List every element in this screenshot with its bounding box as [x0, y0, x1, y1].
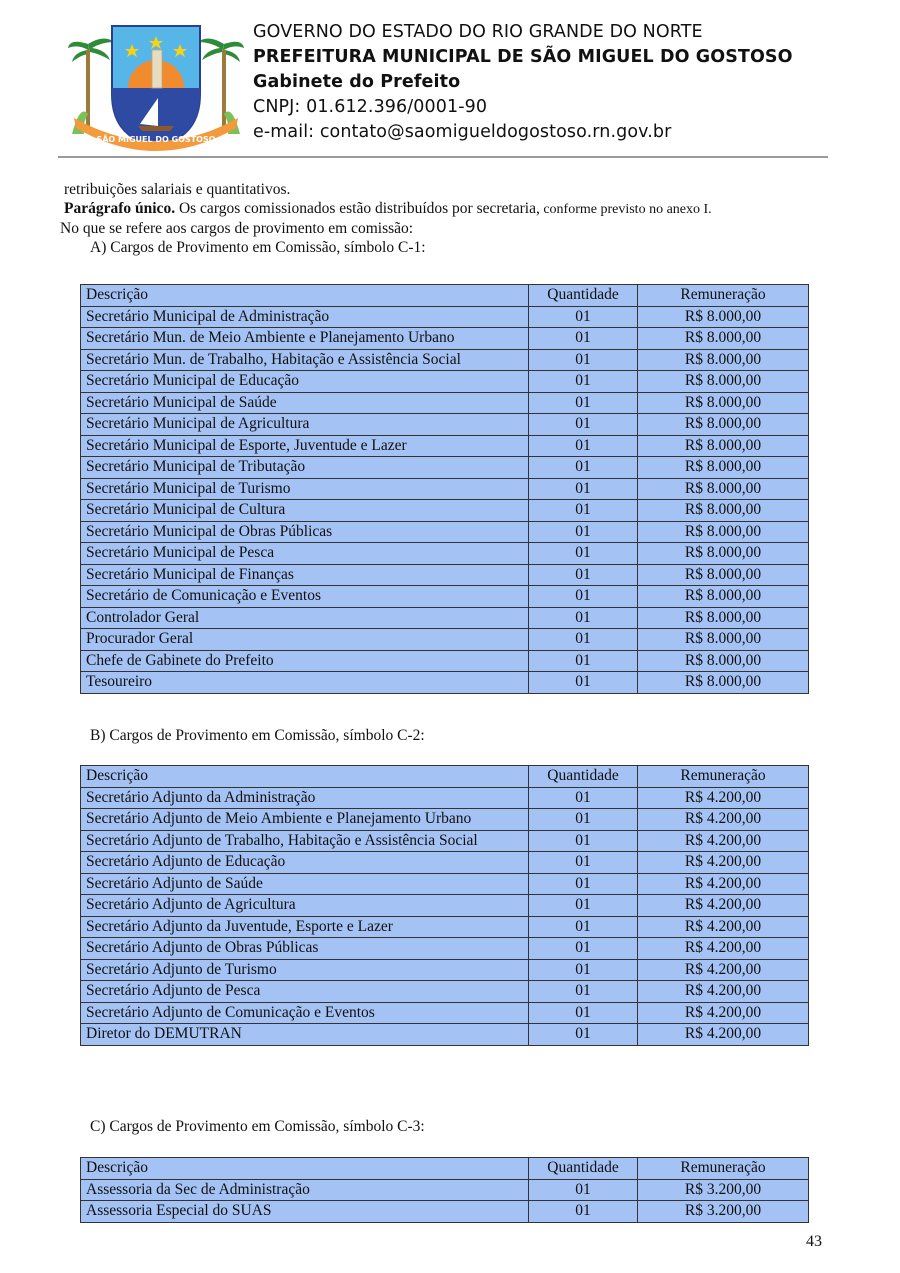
letterhead-text [253, 20, 793, 145]
table-row [81, 392, 809, 414]
cell-remuneracao: R$ 8.000,00 [638, 543, 809, 565]
section-c-label: C) Cargos de Provimento em Comissão, símbolo C-3: [90, 1118, 425, 1135]
table-row [81, 650, 809, 672]
cell-remuneracao: R$ 4.200,00 [638, 959, 809, 981]
cell-quantidade: 01 [529, 981, 638, 1003]
table-row [81, 306, 809, 328]
cell-quantidade: 01 [529, 564, 638, 586]
cell-remuneracao: R$ 4.200,00 [638, 873, 809, 895]
table-row [81, 787, 809, 809]
cnpj-line: CNPJ: 01.612.396/0001-90 [253, 97, 488, 117]
coat-of-arms-icon [66, 14, 246, 154]
cell-descricao: Secretário Adjunto de Trabalho, Habitação e Assistência Social [81, 830, 529, 852]
table-row [81, 916, 809, 938]
table-row [81, 873, 809, 895]
cell-descricao: Assessoria Especial do SUAS [81, 1201, 529, 1223]
cell-remuneracao: R$ 3.200,00 [638, 1179, 809, 1201]
table-row [81, 981, 809, 1003]
table-row [81, 1201, 809, 1223]
cell-remuneracao: R$ 8.000,00 [638, 392, 809, 414]
cell-remuneracao: R$ 8.000,00 [638, 500, 809, 522]
header-remuneracao: Remuneração [638, 1158, 809, 1180]
cell-quantidade: 01 [529, 586, 638, 608]
email-line: e-mail: contato@saomigueldogostoso.rn.gov.br [253, 122, 672, 142]
cell-remuneracao: R$ 4.200,00 [638, 787, 809, 809]
table-c2-positions [80, 765, 809, 1046]
cell-remuneracao: R$ 3.200,00 [638, 1201, 809, 1223]
cell-quantidade: 01 [529, 852, 638, 874]
table-row [81, 1179, 809, 1201]
table-body [81, 766, 809, 1046]
cell-quantidade: 01 [529, 349, 638, 371]
cell-quantidade: 01 [529, 1179, 638, 1201]
table-c3-positions [80, 1157, 809, 1223]
cell-remuneracao: R$ 8.000,00 [638, 371, 809, 393]
cell-quantidade: 01 [529, 672, 638, 694]
cell-descricao: Secretário Municipal de Obras Públicas [81, 521, 529, 543]
cell-remuneracao: R$ 8.000,00 [638, 521, 809, 543]
cell-descricao: Secretário Adjunto de Meio Ambiente e Planejamento Urbano [81, 809, 529, 831]
cell-descricao: Procurador Geral [81, 629, 529, 651]
table-header-row [81, 766, 809, 788]
table-row [81, 830, 809, 852]
cell-quantidade: 01 [529, 328, 638, 350]
cell-remuneracao: R$ 8.000,00 [638, 607, 809, 629]
table-row [81, 607, 809, 629]
table-header-row [81, 1158, 809, 1180]
table-row [81, 852, 809, 874]
cell-remuneracao: R$ 4.200,00 [638, 1002, 809, 1024]
cell-descricao: Secretário Municipal de Agricultura [81, 414, 529, 436]
cell-quantidade: 01 [529, 809, 638, 831]
header-descricao: Descrição [81, 1158, 529, 1180]
cell-descricao: Diretor do DEMUTRAN [81, 1024, 529, 1046]
table-body [81, 285, 809, 694]
cell-quantidade: 01 [529, 959, 638, 981]
table-row [81, 564, 809, 586]
municipality-line: PREFEITURA MUNICIPAL DE SÃO MIGUEL DO GOSTOSO [253, 47, 793, 67]
cell-remuneracao: R$ 8.000,00 [638, 349, 809, 371]
cell-descricao: Secretário Adjunto de Comunicação e Eventos [81, 1002, 529, 1024]
cell-descricao: Secretário Adjunto de Saúde [81, 873, 529, 895]
cell-quantidade: 01 [529, 830, 638, 852]
table-row [81, 349, 809, 371]
table-row [81, 435, 809, 457]
table-body [81, 1158, 809, 1223]
table-row [81, 414, 809, 436]
table-row [81, 478, 809, 500]
cell-descricao: Secretário Municipal de Educação [81, 371, 529, 393]
header-remuneracao: Remuneração [638, 766, 809, 788]
header-quantidade: Quantidade [529, 1158, 638, 1180]
paragraph-text: Os cargos comissionados estão distribuídos por secretaria, [175, 200, 540, 217]
cell-quantidade: 01 [529, 500, 638, 522]
cell-descricao: Secretário Municipal de Esporte, Juventude e Lazer [81, 435, 529, 457]
cell-descricao: Secretário Adjunto de Educação [81, 852, 529, 874]
table-row [81, 328, 809, 350]
cell-quantidade: 01 [529, 414, 638, 436]
cell-remuneracao: R$ 4.200,00 [638, 852, 809, 874]
cell-descricao: Secretário de Comunicação e Eventos [81, 586, 529, 608]
cell-remuneracao: R$ 8.000,00 [638, 672, 809, 694]
cell-remuneracao: R$ 8.000,00 [638, 414, 809, 436]
table-row [81, 1002, 809, 1024]
cell-descricao: Secretário Municipal de Pesca [81, 543, 529, 565]
table-row [81, 500, 809, 522]
cell-remuneracao: R$ 8.000,00 [638, 650, 809, 672]
intro-line: retribuições salariais e quantitativos. [64, 181, 291, 198]
cell-quantidade: 01 [529, 787, 638, 809]
paragraph-unico [64, 199, 844, 219]
cell-quantidade: 01 [529, 1201, 638, 1223]
cell-quantidade: 01 [529, 916, 638, 938]
cell-remuneracao: R$ 8.000,00 [638, 435, 809, 457]
header-divider [58, 156, 828, 158]
table-row [81, 938, 809, 960]
table-row [81, 543, 809, 565]
cell-remuneracao: R$ 8.000,00 [638, 629, 809, 651]
cell-quantidade: 01 [529, 650, 638, 672]
section-b-label: B) Cargos de Provimento em Comissão, símbolo C-2: [90, 727, 425, 744]
cell-remuneracao: R$ 4.200,00 [638, 938, 809, 960]
cell-remuneracao: R$ 8.000,00 [638, 586, 809, 608]
table-row [81, 371, 809, 393]
cell-quantidade: 01 [529, 435, 638, 457]
cell-quantidade: 01 [529, 478, 638, 500]
cell-remuneracao: R$ 8.000,00 [638, 306, 809, 328]
cell-remuneracao: R$ 8.000,00 [638, 457, 809, 479]
table-c1-positions [80, 284, 809, 694]
paragraph-small-text: conforme previsto no anexo I. [539, 202, 712, 217]
page-number: 43 [806, 1233, 822, 1250]
table-row [81, 1024, 809, 1046]
state-government-line: GOVERNO DO ESTADO DO RIO GRANDE DO NORTE [253, 22, 703, 42]
table-row [81, 586, 809, 608]
table-row [81, 457, 809, 479]
cell-remuneracao: R$ 8.000,00 [638, 328, 809, 350]
cell-remuneracao: R$ 8.000,00 [638, 564, 809, 586]
cell-descricao: Assessoria da Sec de Administração [81, 1179, 529, 1201]
cell-remuneracao: R$ 4.200,00 [638, 916, 809, 938]
cell-descricao: Secretário Adjunto de Turismo [81, 959, 529, 981]
table-row [81, 521, 809, 543]
cell-quantidade: 01 [529, 1002, 638, 1024]
table-row [81, 959, 809, 981]
header-descricao: Descrição [81, 285, 529, 307]
cell-quantidade: 01 [529, 938, 638, 960]
cell-descricao: Chefe de Gabinete do Prefeito [81, 650, 529, 672]
cell-descricao: Secretário Adjunto da Administração [81, 787, 529, 809]
cell-quantidade: 01 [529, 306, 638, 328]
cell-quantidade: 01 [529, 371, 638, 393]
section-a-label: A) Cargos de Provimento em Comissão, símbolo C-1: [90, 239, 426, 256]
table-row [81, 672, 809, 694]
cell-quantidade: 01 [529, 521, 638, 543]
municipal-coat-of-arms-logo [66, 14, 246, 154]
cell-descricao: Secretário Municipal de Tributação [81, 457, 529, 479]
header-quantidade: Quantidade [529, 766, 638, 788]
cell-descricao: Secretário Adjunto de Pesca [81, 981, 529, 1003]
cell-descricao: Secretário Municipal de Saúde [81, 392, 529, 414]
office-line: Gabinete do Prefeito [253, 72, 461, 92]
cell-descricao: Controlador Geral [81, 607, 529, 629]
cell-remuneracao: R$ 4.200,00 [638, 809, 809, 831]
table-header-row [81, 285, 809, 307]
cell-descricao: Secretário Adjunto da Juventude, Esporte e Lazer [81, 916, 529, 938]
cell-quantidade: 01 [529, 1024, 638, 1046]
cell-descricao: Secretário Municipal de Turismo [81, 478, 529, 500]
document-body [60, 180, 844, 257]
paragraph-label: Parágrafo único. [64, 200, 176, 217]
cell-quantidade: 01 [529, 607, 638, 629]
provision-intro: No que se refere aos cargos de provimento em comissão: [60, 220, 414, 237]
header-quantidade: Quantidade [529, 285, 638, 307]
cell-descricao: Secretário Municipal de Administração [81, 306, 529, 328]
cell-descricao: Secretário Adjunto de Obras Públicas [81, 938, 529, 960]
letterhead [0, 0, 900, 160]
cell-remuneracao: R$ 8.000,00 [638, 478, 809, 500]
cell-descricao: Secretário Municipal de Cultura [81, 500, 529, 522]
cell-remuneracao: R$ 4.200,00 [638, 895, 809, 917]
header-remuneracao: Remuneração [638, 285, 809, 307]
cell-remuneracao: R$ 4.200,00 [638, 830, 809, 852]
cell-descricao: Secretário Mun. de Meio Ambiente e Planejamento Urbano [81, 328, 529, 350]
header-descricao: Descrição [81, 766, 529, 788]
cell-descricao: Secretário Adjunto de Agricultura [81, 895, 529, 917]
cell-quantidade: 01 [529, 457, 638, 479]
cell-quantidade: 01 [529, 895, 638, 917]
table-row [81, 895, 809, 917]
table-row [81, 629, 809, 651]
table-row [81, 809, 809, 831]
cell-remuneracao: R$ 4.200,00 [638, 1024, 809, 1046]
cell-remuneracao: R$ 4.200,00 [638, 981, 809, 1003]
cell-descricao: Tesoureiro [81, 672, 529, 694]
svg-text:SÃO MIGUEL DO GOSTOSO: SÃO MIGUEL DO GOSTOSO [96, 135, 216, 144]
cell-quantidade: 01 [529, 392, 638, 414]
cell-quantidade: 01 [529, 629, 638, 651]
cell-descricao: Secretário Municipal de Finanças [81, 564, 529, 586]
cell-quantidade: 01 [529, 543, 638, 565]
cell-quantidade: 01 [529, 873, 638, 895]
cell-descricao: Secretário Mun. de Trabalho, Habitação e Assistência Social [81, 349, 529, 371]
